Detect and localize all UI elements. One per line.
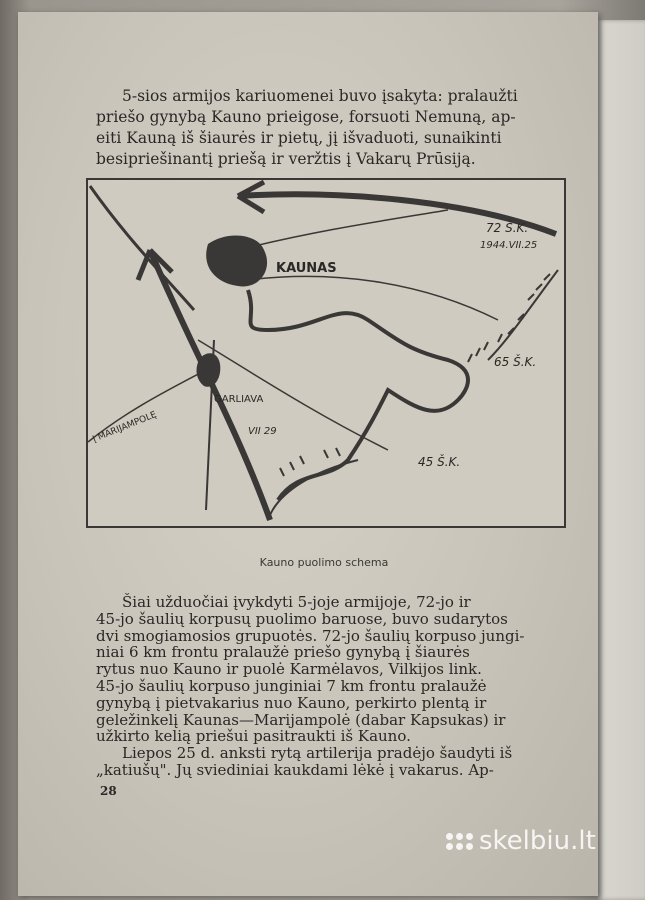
facing-page-edge [598, 20, 645, 900]
text-line: geležinkelį Kaunas—Marijampolė (dabar Kapsukas) ir [96, 710, 506, 729]
watermark [446, 826, 596, 856]
kaunas-label: KAUNAS [276, 261, 337, 276]
text-line: Šiai užduočiai įvykdyti 5-joje armijoje, 72-jo ir [122, 593, 471, 611]
watermark-text: skelbiu.lt [479, 826, 596, 856]
page-number: 28 [100, 784, 117, 798]
road-1 [248, 276, 498, 320]
corps-65-label: 65 Š.K. [494, 355, 537, 369]
corps-72-date-label: 1944.VII.25 [480, 240, 538, 251]
battle-map [86, 178, 566, 528]
text-line: 5-sios armijos kariuomenei buvo įsakyta: pralaužti [122, 87, 518, 105]
text-line: Liepos 25 d. anksti rytą artilerija pradėjo šaudyti iš [122, 744, 513, 763]
text-line: priešo gynybą Kauno prieigose, forsuoti Nemuną, ap- [96, 108, 516, 126]
garliava-city [197, 353, 221, 387]
text-line: užkirto kelią priešui pasitraukti iš Kauno. [96, 727, 411, 746]
text-line: eiti Kauną iš šiaurės ir pietų, jį išvaduoti, sunaikinti [96, 129, 502, 147]
defense-line-72 [508, 274, 550, 334]
kaunas-city [206, 235, 267, 286]
text-line: gynybą į pietvakarius nuo Kauno, perkirto plentą ir [96, 693, 487, 712]
marijampole-road-label: Į MARIJAMPOLĘ [91, 410, 159, 445]
text-line: „katiušų". Jų sviediniai kaukdami lėkė į vakarus. Ap- [96, 760, 494, 779]
bottom-paragraph [96, 594, 556, 779]
left-road [90, 186, 194, 310]
garliava-date-label: VII 29 [248, 426, 277, 437]
text-line: besipriešinantį priešą ir veržtis į Vakarų Prūsiją. [96, 150, 476, 168]
text-line: dvi smogiamosios grupuotės. 72-jo šaulių korpuso jungi- [96, 626, 525, 645]
map-drawing [88, 180, 564, 526]
figure-caption: Kauno puolimo schema [259, 556, 389, 569]
text-line: niai 6 km frontu pralaužė priešo gynybą į šiaurės [96, 643, 470, 662]
top-paragraph [96, 86, 556, 170]
text-line: 45-jo šaulių korpuso junginiai 7 km frontu pralaužė [96, 676, 487, 695]
watermark-logo-icon [446, 833, 473, 850]
road-2 [238, 210, 448, 250]
corps-45-label: 45 Š.K. [418, 455, 461, 469]
text-line: 45-jo šaulių korpusų puolimo baruose, buvo sudarytos [96, 609, 508, 628]
garliava-label: GARLIAVA [214, 394, 264, 405]
corps-72-label: 72 Š.K. [486, 221, 529, 235]
text-line: rytus nuo Kauno ir puolė Karmėlavos, Vilkijos link. [96, 660, 482, 679]
